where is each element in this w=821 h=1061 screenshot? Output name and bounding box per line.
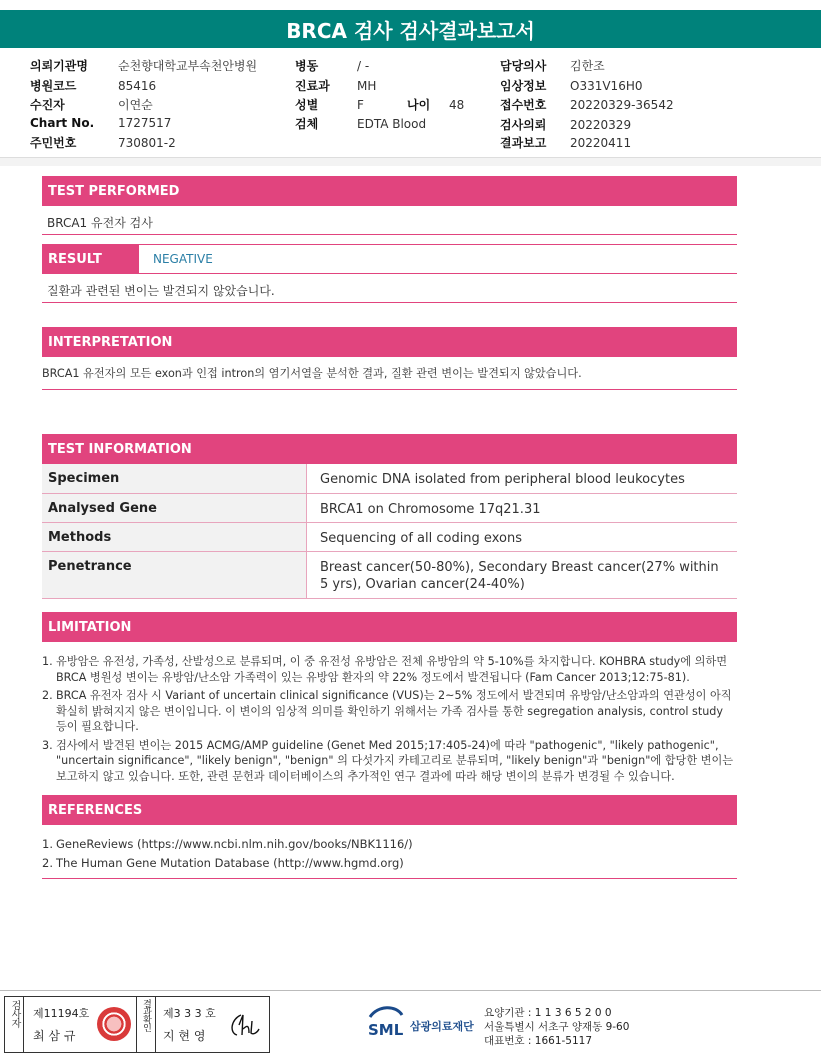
interpretation-text: BRCA1 유전자의 모든 exon과 인접 intron의 염기서열을 분석한 결과, 질환 관련 변이는 발견되지 않았습니다.	[42, 367, 582, 380]
header-ward: 병동 / -	[295, 59, 370, 73]
tester-no: 제11194호	[33, 1007, 90, 1020]
info-key: Specimen	[42, 464, 307, 493]
section-limitation: LIMITATION	[42, 612, 737, 642]
footer-divider	[0, 990, 821, 991]
list-item: 2. BRCA 유전자 검사 시 Variant of uncertain clinical significance (VUS)는 2~5% 정도에서 발견되며 유방암/난소암과의 연관성이 아직 확실히 밝혀지지 않은 변이입니다. 이 변이의 임상적 의미를 확인하기 위해서는 가족 검사를 통한 segregation analysis, control study 등이 필요합니다.	[42, 689, 732, 733]
divider	[42, 244, 737, 245]
section-references: REFERENCES	[42, 795, 737, 825]
header-patient: 수진자 이연순	[30, 98, 153, 112]
tester-label: 검사자	[9, 1000, 20, 1027]
header-clinical-info: 임상정보 O331V16H0	[500, 79, 643, 93]
divider	[42, 389, 737, 390]
org-phone: 대표번호 : 1661-5117	[484, 1035, 593, 1047]
section-test-performed: TEST PERFORMED	[42, 176, 737, 206]
header-specimen: 검체 EDTA Blood	[295, 117, 427, 131]
header-request-date: 검사의뢰 20220329	[500, 118, 632, 132]
signature-box	[4, 996, 270, 1053]
divider	[42, 878, 737, 879]
result-text: 질환과 관련된 변이는 발견되지 않았습니다.	[47, 284, 275, 298]
section-test-information: TEST INFORMATION	[42, 434, 737, 464]
header-report-date: 결과보고 20220411	[500, 136, 632, 150]
info-key: Methods	[42, 523, 307, 551]
list-item: 1. 유방암은 유전성, 가족성, 산발성으로 분류되며, 이 중 유전성 유방암은 전체 유방암의 약 5-10%를 차지합니다. KOHBRA study에 의하면 BRCA 병원성 변이는 유방암/난소암 가족력이 있는 유방암 환자의 약 22% 정도에서 발견됩니다 (Fam Cancer 2013;12:75-81).	[42, 655, 728, 684]
confirmer-name: 지 현 영	[163, 1029, 206, 1043]
seal-icon	[97, 1007, 131, 1041]
header-sex: 성별 F	[295, 98, 364, 112]
list-item: 1. GeneReviews (https://www.ncbi.nlm.nih.gov/books/NBK1116/)	[42, 837, 413, 851]
info-row-penetrance	[42, 552, 737, 599]
header-divider	[0, 157, 821, 166]
confirmer-no: 제3 3 3 호	[163, 1007, 216, 1020]
info-value: Genomic DNA isolated from peripheral blood leukocytes	[320, 472, 685, 487]
info-key: Analysed Gene	[42, 494, 307, 522]
header-hospital: 의뢰기관명 순천향대학교부속천안병원	[30, 59, 258, 73]
org-code: 요양기관 : 1 1 3 6 5 2 0 0	[484, 1007, 612, 1019]
list-item: 3. 검사에서 발견된 변이는 2015 ACMG/AMP guideline (Genet Med 2015;17:405-24)에 따라 "pathogenic", "likely pathogenic", "uncertain significance", "likely benign", "benign" 의 다섯가지 카테고리로 분류되며, "likely benign"과 "benign"에 합당한 변이는 보고하지 않고 있습니다. 또한, 관련 문헌과 데이터베이스의 추가적인 연구 결과에 따라 해당 변이의 분류가 변경될 수 있습니다.	[42, 738, 734, 783]
info-row-methods	[42, 523, 737, 552]
sml-logo-icon	[366, 1003, 406, 1043]
info-value: BRCA1 on Chromosome 17q21.31	[320, 502, 541, 517]
header-doctor: 담당의사 김한조	[500, 59, 605, 73]
info-value: Sequencing of all coding exons	[320, 531, 522, 546]
signature-icon	[227, 1011, 261, 1039]
header-chart-no: Chart No. 1727517	[30, 116, 172, 130]
svg-text:SML: SML	[368, 1021, 404, 1039]
info-key: Penetrance	[42, 552, 307, 598]
section-result: RESULT	[42, 244, 139, 274]
divider	[42, 302, 737, 303]
divider	[42, 273, 737, 274]
tester-name: 최 삼 규	[33, 1029, 76, 1043]
result-value: NEGATIVE	[153, 252, 213, 266]
org-address: 서울특별시 서초구 양재동 9-60	[484, 1021, 630, 1033]
confirmer-label: 결과확인	[141, 999, 151, 1031]
limitation-list	[42, 654, 737, 787]
org-info	[484, 1006, 629, 1048]
org-name: 삼광의료재단	[410, 1020, 474, 1033]
references-list	[42, 836, 737, 874]
header-age: 나이 48	[407, 98, 465, 112]
info-value: Breast cancer(50-80%), Secondary Breast cancer(27% within 5 yrs), Ovarian cancer(24-40%)	[320, 560, 719, 592]
test-performed-text: BRCA1 유전자 검사	[47, 216, 153, 230]
list-item: 2. The Human Gene Mutation Database (http://www.hgmd.org)	[42, 856, 404, 870]
info-row-analysed-gene	[42, 494, 737, 523]
divider	[42, 234, 737, 235]
header-department: 진료과 MH	[295, 79, 377, 93]
section-interpretation: INTERPRETATION	[42, 327, 737, 357]
header-resident-no: 주민번호 730801-2	[30, 136, 176, 150]
header-receipt-no: 접수번호 20220329-36542	[500, 98, 674, 112]
report-title: BRCA 검사 검사결과보고서	[0, 10, 821, 48]
header-hospital-code: 병원코드 85416	[30, 79, 157, 93]
info-row-specimen	[42, 464, 737, 494]
